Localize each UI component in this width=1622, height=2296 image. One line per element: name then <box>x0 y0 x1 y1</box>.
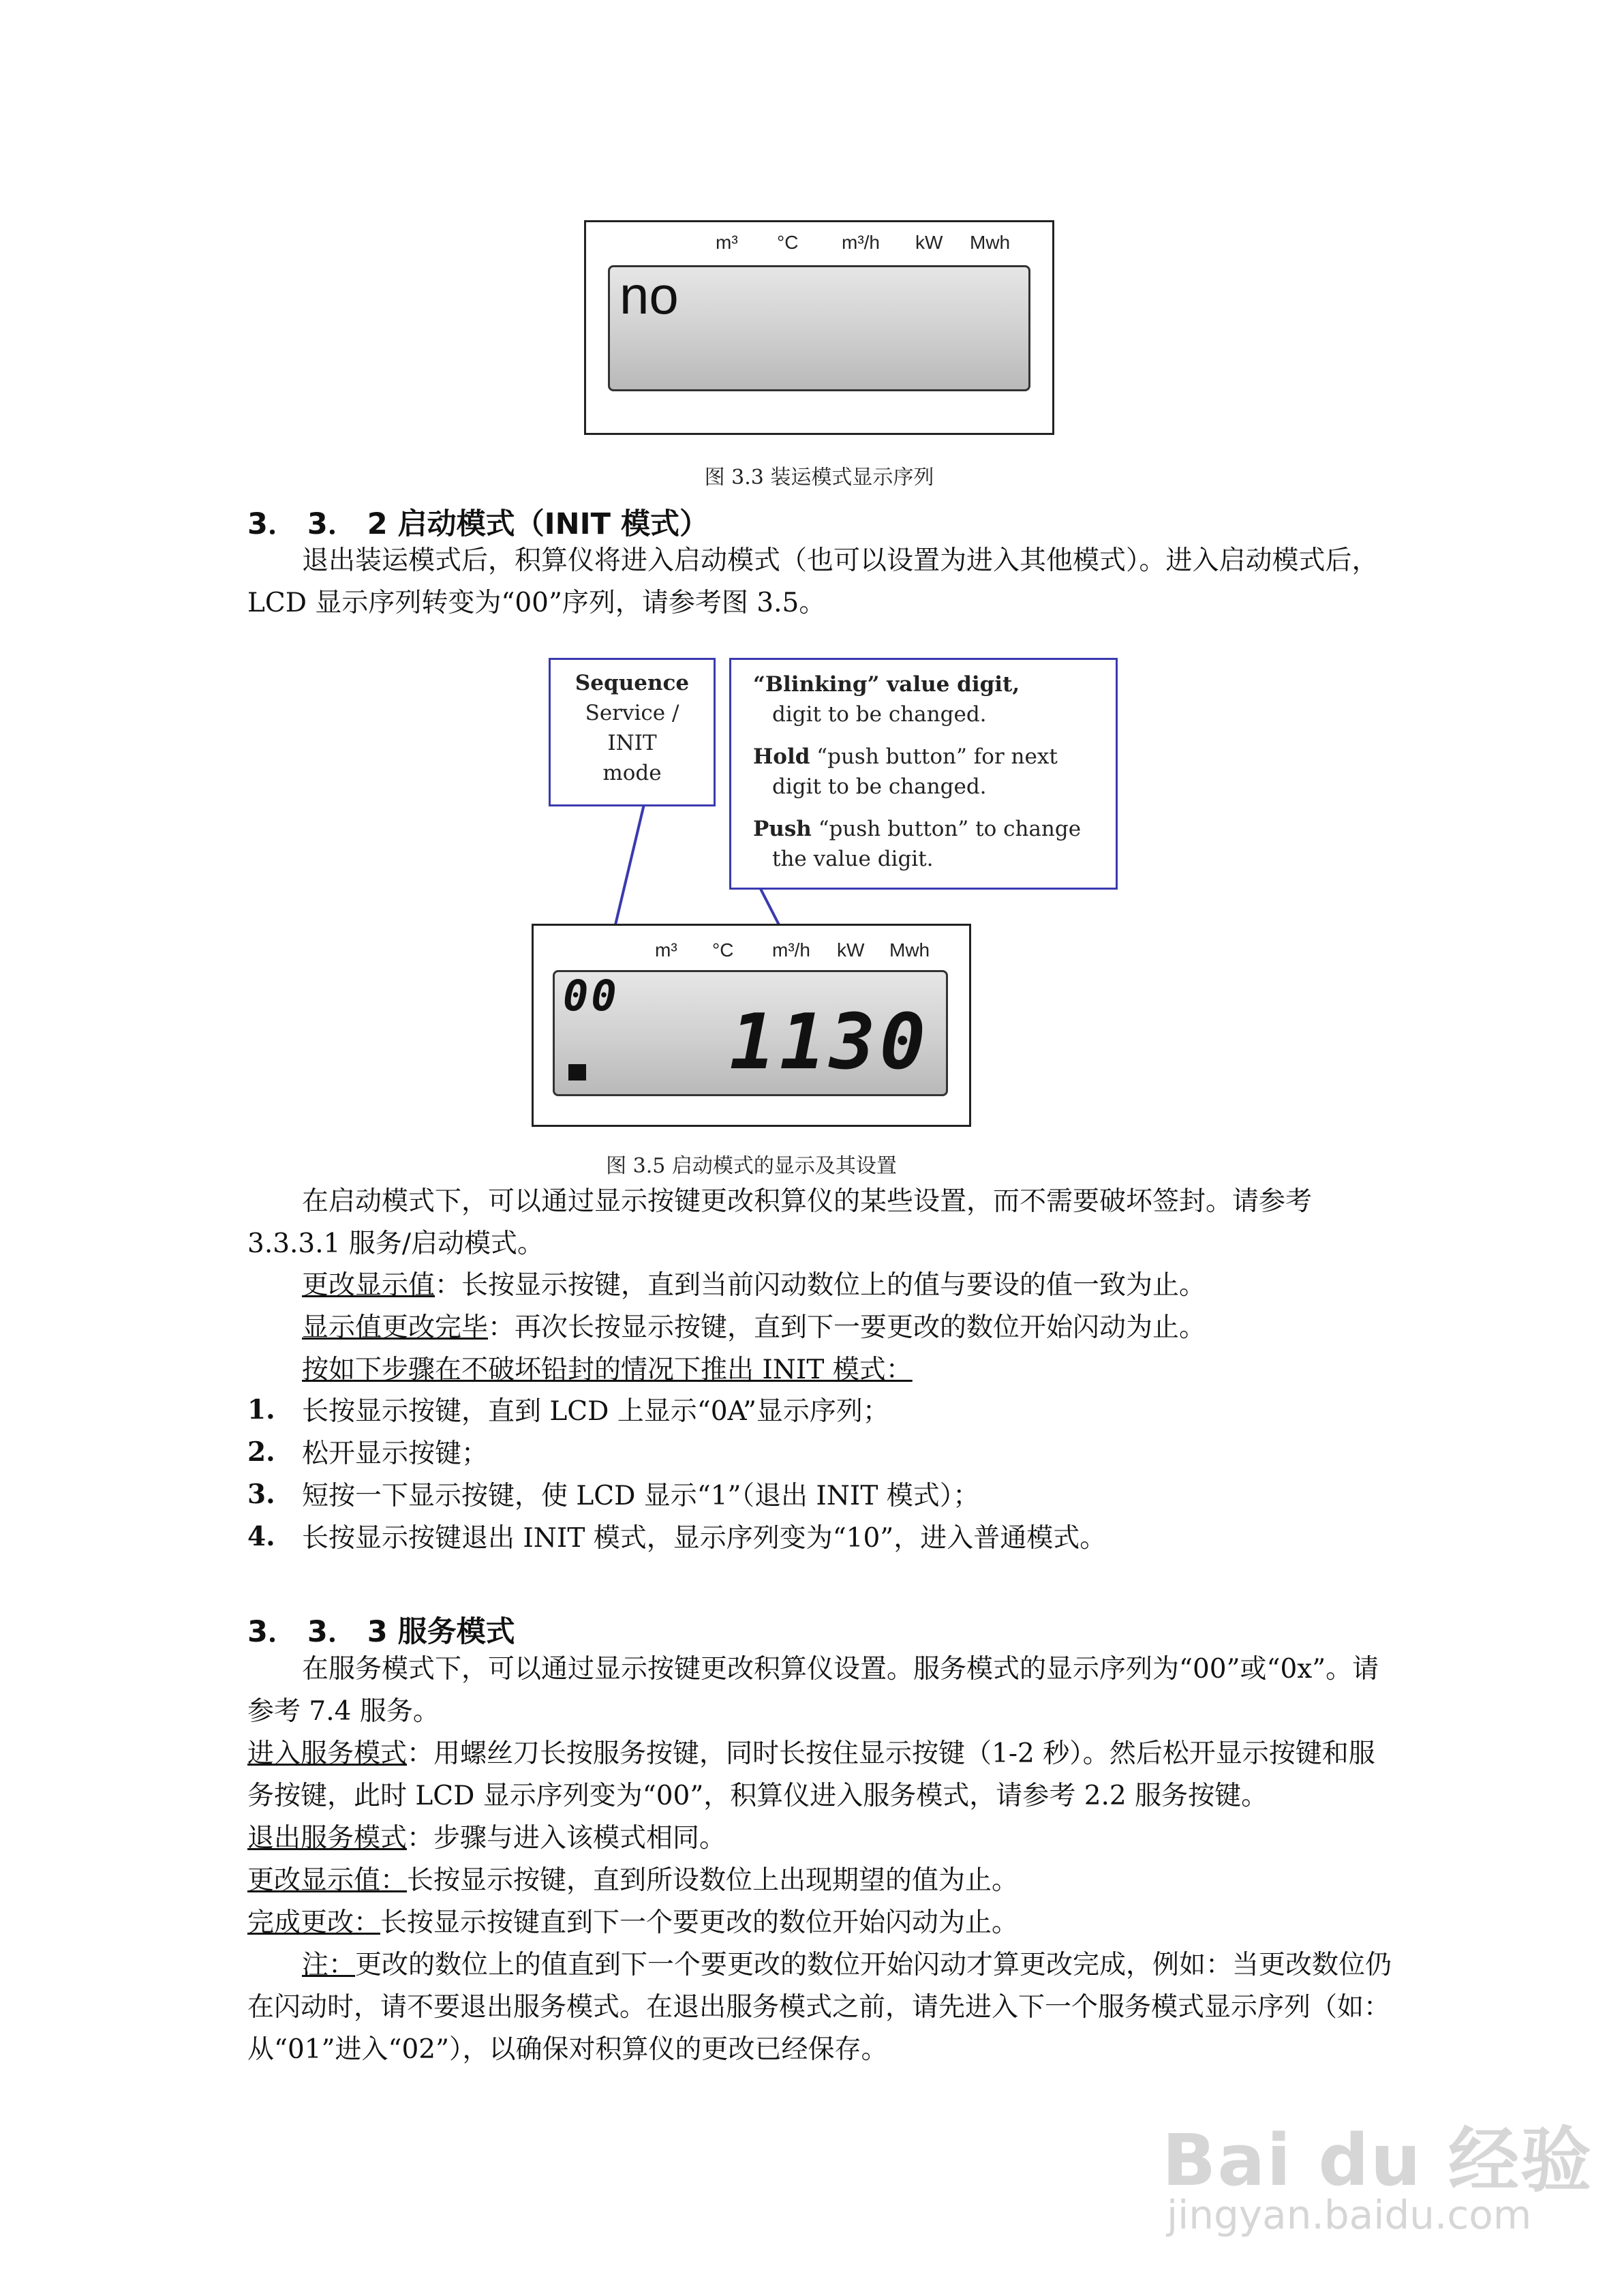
section-heading-3-3-3: 3． 3． 3 服务模式 <box>247 1615 515 1649</box>
callout-sequence-title: Sequence <box>575 671 690 695</box>
unit-m3h: m³/h <box>772 939 810 961</box>
paragraph-exit-service <box>247 1817 1392 1860</box>
enter-service-text: ：用螺丝刀长按服务按键，同时长按住显示按键（1-2 秒）。然后松开显示按键和服务按键，此时 LCD 显示序列变为“00”，积算仪进入服务模式，请参考 2.2 服务按键。 <box>247 1738 1375 1811</box>
service-done-text: 长按显示按键直到下一个要更改的数位开始闪动为止。 <box>380 1907 1019 1938</box>
lcd-sequence-digits: 00 <box>563 971 619 1021</box>
callout-sequence-line2: Service / <box>585 701 679 725</box>
callout-sequence-line4: mode <box>602 761 662 785</box>
figure-3-5-caption: 图 3.5 启动模式的显示及其设置 <box>606 1154 897 1178</box>
callout-hold-text: “push button” for next <box>810 744 1058 769</box>
paragraph-exit-init-intro: 按如下步骤在不破坏铅封的情况下推出 INIT 模式： <box>302 1355 913 1385</box>
paragraph-init-intro: 退出装运模式后，积算仪将进入启动模式（也可以设置为进入其他模式）。进入启动模式后，LCD 显示序列转变为“00”序列，请参考图 3.5。 <box>247 545 1379 618</box>
step-2-number: 2. <box>247 1436 275 1468</box>
lcd-value-digits: 1130 <box>729 998 930 1087</box>
step-1-number: 1. <box>247 1394 275 1425</box>
callout-value-digit-line: the value digit. <box>772 847 934 871</box>
paragraph-service-intro: 在服务模式下，可以通过显示按键更改积算仪设置。服务模式的显示序列为“00”或“0x”。请参考 7.4 服务。 <box>247 1654 1379 1727</box>
callout-push-label: Push <box>753 817 812 841</box>
figure-3-3-caption: 图 3.3 装运模式显示序列 <box>704 466 934 489</box>
change-done-label: 显示值更改完毕 <box>302 1312 489 1343</box>
step-2-text: 松开显示按键； <box>302 1438 489 1469</box>
callout-sequence-line3: INIT <box>607 731 657 755</box>
step-4-number: 4. <box>247 1521 275 1552</box>
unit-kw: kW <box>837 939 865 961</box>
step-3-number: 3. <box>247 1479 275 1510</box>
change-done-text: ：再次长按显示按键，直到下一要更改的数位开始闪动为止。 <box>488 1312 1206 1343</box>
paragraph-enter-service <box>247 1733 1392 1817</box>
paragraph-init-settings: 在启动模式下，可以通过显示按键更改积算仪的某些设置，而不需要破坏签封。请参考 3.3.3.1 服务/启动模式。 <box>247 1186 1313 1259</box>
baidu-watermark-url: jingyan.baidu.com <box>1167 2192 1532 2238</box>
service-done-label: 完成更改： <box>247 1907 381 1938</box>
unit-mwh: Mwh <box>889 939 930 961</box>
unit-m3: m³ <box>655 939 677 961</box>
callout-instructions-box <box>729 658 1118 890</box>
paragraph-change-done <box>302 1307 1392 1349</box>
callout-hold-label: Hold <box>753 744 810 769</box>
step-1-text: 长按显示按键，直到 LCD 上显示“0A”显示序列； <box>302 1396 889 1427</box>
step-4-text: 长按显示按键退出 INIT 模式，显示序列变为“10”，进入普通模式。 <box>302 1523 1107 1554</box>
section-heading-3-3-2: 3． 3． 2 启动模式（INIT 模式） <box>247 507 709 541</box>
service-change-text: 长按显示按键，直到所设数位上出现期望的值为止。 <box>407 1865 1019 1896</box>
lcd-screen <box>553 970 948 1096</box>
paragraph-change-value <box>302 1265 1392 1307</box>
change-value-label: 更改显示值 <box>302 1270 435 1301</box>
unit-m3h: m³/h <box>842 232 880 253</box>
enter-service-label: 进入服务模式 <box>247 1738 408 1769</box>
baidu-watermark-logo: Bai du 经验 <box>1162 2119 1593 2202</box>
lcd-indicator-block <box>568 1064 586 1081</box>
unit-kw: kW <box>915 232 943 253</box>
note-text: 更改的数位上的值直到下一个要更改的数位开始闪动才算更改完成，例如：当更改数位仍在闪动时，请不要退出服务模式。在退出服务模式之前，请先进入下一个服务模式显示序列（如：从“01”进入“02”），以确保对积算仪的更改已经保存。 <box>247 1950 1392 2065</box>
unit-m3: m³ <box>716 232 738 253</box>
callout-digit-line: digit to be changed. <box>772 702 987 727</box>
step-3-text: 短按一下显示按键，使 LCD 显示“1”（退出 INIT 模式）； <box>302 1481 980 1511</box>
paragraph-service-change-done <box>247 1902 1392 1944</box>
exit-service-label: 退出服务模式 <box>247 1823 408 1854</box>
unit-celsius: °C <box>777 232 799 253</box>
paragraph-service-change-value <box>247 1860 1392 1902</box>
callout-hold-digit-line: digit to be changed. <box>772 774 987 799</box>
callout-blinking-line: “Blinking” value digit, <box>753 672 1020 697</box>
note-label: 注： <box>302 1950 356 1980</box>
unit-mwh: Mwh <box>970 232 1011 253</box>
callout-push-text: “push button” to change <box>811 817 1082 841</box>
service-change-label: 更改显示值： <box>247 1865 408 1896</box>
lcd-display-text: no <box>619 265 679 325</box>
exit-service-text: ：步骤与进入该模式相同。 <box>407 1823 726 1854</box>
callout-sequence-box <box>549 658 716 806</box>
paragraph-note <box>247 1944 1392 2071</box>
change-value-text: ：长按显示按键，直到当前闪动数位上的值与要设的值一致为止。 <box>435 1270 1206 1301</box>
unit-celsius: °C <box>712 939 734 961</box>
figure-3-5-lcd <box>532 924 971 1127</box>
